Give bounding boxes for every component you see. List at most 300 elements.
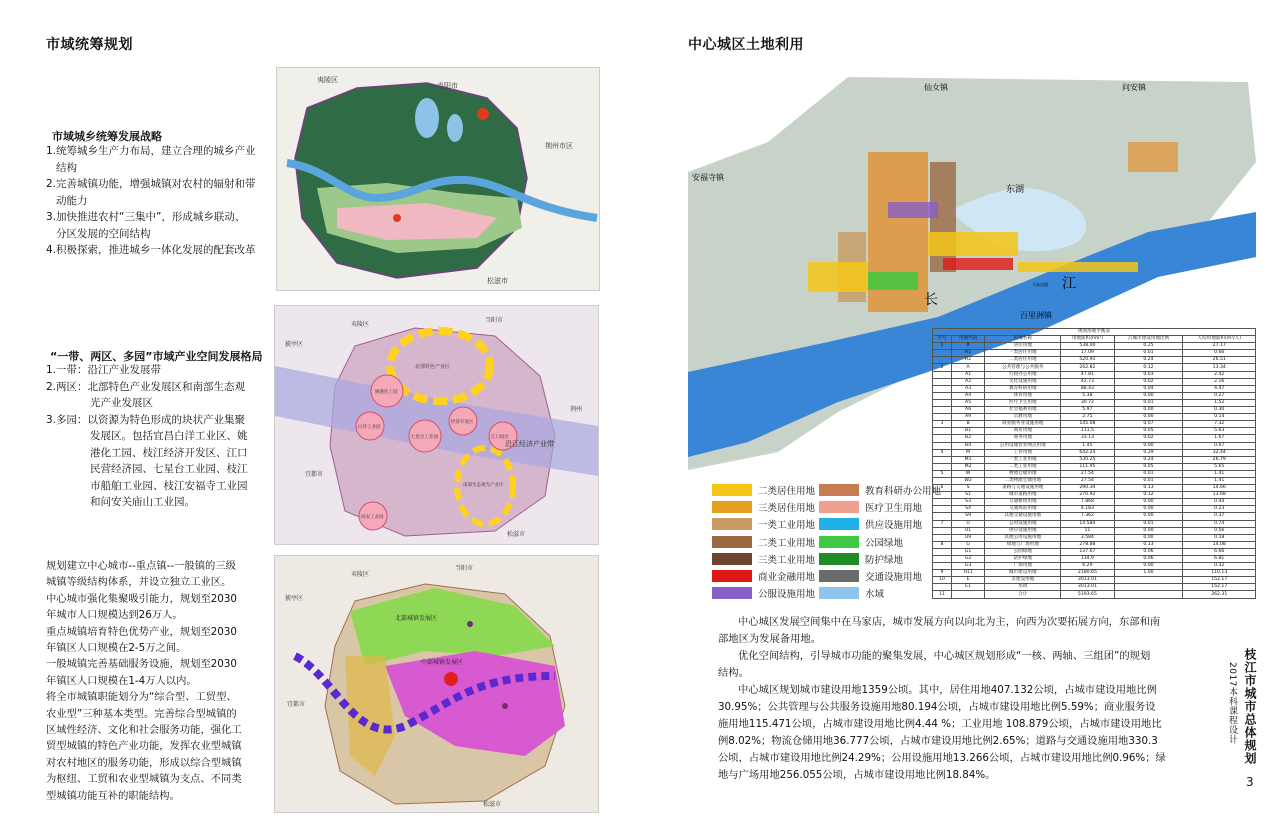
table-cell [933, 392, 952, 399]
legend-swatch [712, 501, 752, 513]
table-cell: 11 [933, 591, 952, 598]
table-cell: 26.79 [1183, 456, 1256, 463]
table-cell: U [951, 520, 984, 527]
industry-heading: “一带、两区、多园”市域产业空间发展格局 [50, 350, 263, 363]
table-row [933, 556, 1256, 563]
legend-label: 水域 [865, 589, 885, 601]
table-cell: 32.44 [1183, 449, 1256, 456]
table-row [933, 428, 1256, 435]
table-cell [951, 591, 984, 598]
table-cell: 30.72 [1061, 399, 1114, 406]
table-cell: 0.12 [1114, 364, 1183, 371]
legend-swatch [819, 484, 859, 496]
text-line: 例8.02%；物流仓储用地36.777公顷，占城市建设用地比例2.65%；道路与交通设施用地330.3 [718, 735, 1158, 747]
table-row [933, 392, 1256, 399]
table-cell: 1.67 [1183, 435, 1256, 442]
legend-swatch [712, 536, 752, 548]
table-header-cell: 序号 [933, 336, 952, 343]
text-line: 和问安关庙山工业园。 [90, 496, 195, 508]
map3-label: 北部城镇发展区 [395, 615, 438, 622]
text-line: 光产业发展区 [90, 397, 153, 409]
map3-label: 夷陵区 [351, 571, 370, 578]
table-row [933, 513, 1256, 520]
table-cell: 医疗卫生用地 [985, 399, 1061, 406]
legend-swatch [712, 570, 752, 582]
table-cell: 其他公用设施用地 [985, 534, 1061, 541]
table-cell: 0.02 [1114, 378, 1183, 385]
table-cell: 7.868 [1061, 499, 1114, 506]
table-cell: 公用设施用地 [985, 520, 1061, 527]
table-row [933, 399, 1256, 406]
side-project-title: 枝江市城市总体规划 [1243, 648, 1257, 765]
map-town-label: 安福寺镇 [692, 173, 724, 182]
table-cell: 14.66 [1183, 485, 1256, 492]
table-cell: 0.27 [1183, 392, 1256, 399]
table-cell: 6 [933, 485, 952, 492]
lake [447, 114, 463, 142]
table-cell: 33.13 [1061, 435, 1114, 442]
map-town-label: 仙女镇 [924, 83, 948, 92]
city-region-map-svg [277, 68, 599, 290]
text-line: 2.完善城镇功能，增强城镇对农村的辐射和带 [46, 178, 256, 190]
table-cell: 27.54 [1061, 477, 1114, 484]
text-line: 区域性经济、文化和社会服务功能，强化工 [46, 724, 242, 737]
text-line: 规划建立中心城市--重点镇--一般镇的三级 [46, 560, 236, 572]
table-cell: 0.24 [1114, 456, 1183, 463]
central-district-paragraph [718, 614, 1166, 784]
table-cell: 0.06 [1114, 556, 1183, 563]
table-cell: 0.01 [1114, 520, 1183, 527]
table-cell [933, 463, 952, 470]
legend-label: 三类工业用地 [758, 554, 816, 566]
table-cell: 0.00 [1114, 534, 1183, 541]
legend-label: 教育科研办公用地 [865, 486, 942, 497]
table-cell: 2 [933, 364, 952, 371]
table-cell: 0.06 [1114, 548, 1183, 555]
table-cell: 城市建设用地 [985, 570, 1061, 577]
left-page-title: 市域统筹规划 [46, 37, 133, 53]
table-cell [933, 534, 952, 541]
table-cell: 47.81 [1061, 371, 1114, 378]
text-line: 中心城区发展空间集中在马家店，城市发展方向以向北为主，向西为次要拓展方向，东部和南 [738, 616, 1161, 628]
table-cell: 1.00 [1114, 570, 1183, 577]
table-cell: 0.00 [1114, 513, 1183, 520]
table-cell: 体育用地 [985, 392, 1061, 399]
town-marker [467, 621, 473, 627]
table-cell: 交通枢纽用地 [985, 499, 1061, 506]
table-cell: 5.97 [1061, 407, 1114, 414]
table-cell [1114, 584, 1183, 591]
table-cell: 6.29 [1061, 563, 1114, 570]
table-cell: 0.30 [1183, 407, 1256, 414]
text-line: 农业型”三种基本类型。完善综合型城镇的 [46, 707, 237, 720]
text-line: 为枢纽、工贸和农业型城镇为支点、不同类 [46, 773, 242, 786]
table-row [933, 492, 1256, 499]
table-cell: 1.41 [1183, 477, 1256, 484]
table-cell [933, 435, 952, 442]
table-header-cell: 用地代码 [951, 336, 984, 343]
table-row [933, 477, 1256, 484]
table-cell: A4 [951, 392, 984, 399]
table-cell: G2 [951, 556, 984, 563]
map3-label: 当阳市 [455, 565, 474, 572]
map2-label: 松滋市 [507, 531, 526, 538]
table-cell: 0.12 [1114, 492, 1183, 499]
map3-label: 中部城镇发展区 [421, 659, 464, 666]
table-cell: M2 [951, 463, 984, 470]
table-cell: G3 [951, 563, 984, 570]
park-zone [868, 272, 918, 290]
table-row [933, 485, 1256, 492]
table-cell: S4 [951, 506, 984, 513]
text-line: 2.两区：北部特色产业发展区和南部生态观 [46, 380, 246, 393]
table-cell [933, 350, 952, 357]
table-cell: 13.68 [1183, 492, 1256, 499]
table-cell: 0.13 [1114, 485, 1183, 492]
table-row [933, 499, 1256, 506]
legend-label: 公服设施用地 [758, 589, 816, 601]
table-cell: 0.13 [1114, 541, 1183, 548]
map1-label: 夷陵区 [317, 76, 338, 84]
table-cell: 0.02 [1114, 435, 1183, 442]
table-cell: 0.25 [1114, 343, 1183, 350]
table-cell [933, 428, 952, 435]
map2-label: 沿江经济产业带 [505, 440, 554, 448]
table-cell: W [951, 470, 984, 477]
table-cell: 1.41 [1183, 470, 1256, 477]
text-line: 分区发展的空间结构 [56, 227, 151, 240]
text-line: 一般城镇完善基础服务设施，规划至2030 [46, 658, 237, 671]
table-cell: A3 [951, 385, 984, 392]
land-balance-table [932, 328, 1256, 599]
table-cell: 7.362 [1061, 513, 1114, 520]
table-cell: 538.00 [1061, 343, 1114, 350]
table-row [933, 371, 1256, 378]
public-zone [888, 202, 938, 218]
text-line: 30.95%；公共管理与公共服务设施用地80.194公顷，占城市建设用地比例5.59%；商业服务设 [718, 701, 1156, 713]
table-row [933, 435, 1256, 442]
map1-label: 荆州市区 [545, 142, 573, 150]
map-station-label: 马家店镇 [1032, 282, 1048, 287]
map2-label: 当阳市 [485, 317, 504, 324]
table-row [933, 385, 1256, 392]
table-title: 规划用地平衡表 [933, 329, 1256, 336]
table-cell: B2 [951, 435, 984, 442]
table-cell: 水域 [985, 584, 1061, 591]
table-cell [1114, 591, 1183, 598]
industry-layout-map [274, 305, 599, 545]
table-cell: 城市道路用地 [985, 492, 1061, 499]
table-cell [933, 442, 952, 449]
text-line: 公顷，占城市建设用地比例24.29%；公用设施用地13.266公顷，占城市建设用地比例0.96%；绿 [718, 752, 1166, 764]
table-cell: 2180.65 [1061, 570, 1114, 577]
table-cell [1114, 577, 1183, 584]
table-cell: 520.91 [1061, 357, 1114, 364]
table-cell: 0.44 [1183, 499, 1256, 506]
table-cell: 1.52 [1183, 399, 1256, 406]
table-cell: 公园绿地 [985, 548, 1061, 555]
table-cell: 宗教用地 [985, 414, 1061, 421]
table-cell: 13.34 [1183, 364, 1256, 371]
table-cell: 0.00 [1114, 407, 1183, 414]
table-row [933, 520, 1256, 527]
residential-zone [928, 232, 1018, 256]
table-cell: 居住用地 [985, 343, 1061, 350]
text-line: 发展区。包括宜昌白洋工业区、姚 [90, 430, 248, 442]
table-cell: 0.07 [1114, 421, 1183, 428]
table-cell: 88.43 [1061, 385, 1114, 392]
table-cell: 4 [933, 449, 952, 456]
table-cell: 社会福利用地 [985, 407, 1061, 414]
text-line: 型城镇功能互补的职能结构。 [46, 789, 180, 802]
table-cell: 642.24 [1061, 449, 1114, 456]
table-cell: 7.32 [1183, 421, 1256, 428]
text-line: 贸型城镇的特色产业功能，发挥农业型城镇 [46, 740, 242, 753]
map2-label: 问安工业园 [361, 515, 384, 520]
table-cell: 广场用地 [985, 563, 1061, 570]
table-row [933, 449, 1256, 456]
table-cell: 270.92 [1061, 492, 1114, 499]
city-marker [477, 108, 489, 120]
table-cell: 0.24 [1114, 357, 1183, 364]
table-cell: 8 [933, 541, 952, 548]
legend-swatch [819, 570, 859, 582]
legend-label: 供应设施用地 [865, 520, 923, 532]
text-line: 重点城镇培育特色优势产业，规划至2030 [46, 625, 237, 638]
table-cell [933, 385, 952, 392]
table-cell: 14.584 [1061, 520, 1114, 527]
table-cell: 工业用地 [985, 449, 1061, 456]
table-cell: 0.32 [1183, 563, 1256, 570]
table-cell: 0.00 [1114, 442, 1183, 449]
table-cell [933, 548, 952, 555]
table-cell [933, 556, 952, 563]
table-cell: 绿地与广场用地 [985, 541, 1061, 548]
map2-label: 荆州 [570, 406, 583, 413]
map-lake-label: 东湖 [1006, 185, 1025, 195]
table-row [933, 463, 1256, 470]
table-cell: 2.16 [1183, 378, 1256, 385]
table-header-cell: 占城市建设用地比例 [1114, 336, 1183, 343]
text-line: 中心城区规划城市建设用地1359公顷。其中，居住用地407.132公顷，占城市建设用地比例 [738, 684, 1157, 696]
residential-zone [1018, 262, 1138, 272]
table-cell: G [951, 541, 984, 548]
text-line: 3.加快推进农村“三集中”，形成城乡联动、 [46, 211, 246, 223]
table-cell: 5.65 [1183, 463, 1256, 470]
table-cell: 非建设用地 [985, 577, 1061, 584]
table-row [933, 563, 1256, 570]
table-cell: B4 [951, 442, 984, 449]
legend-swatch [712, 553, 752, 565]
legend-label: 交通设施用地 [865, 572, 923, 583]
table-cell: 0.37 [1183, 513, 1256, 520]
side-project-subtitle: 2017本科课程设计 [1227, 662, 1237, 744]
table-cell: 1 [933, 343, 952, 350]
table-cell: 0.07 [1183, 442, 1256, 449]
table-cell: 公共管理与公共服务 [985, 364, 1061, 371]
table-cell: A6 [951, 407, 984, 414]
table-cell: 一类工业用地 [985, 456, 1061, 463]
table-row [933, 407, 1256, 414]
map2-label: 白洋工业园 [358, 425, 381, 430]
table-cell: 17.09 [1061, 350, 1114, 357]
table-cell: A2 [951, 378, 984, 385]
residential-zone [808, 262, 868, 292]
table-cell: 0.01 [1114, 350, 1183, 357]
table-cell: 110.13 [1183, 570, 1256, 577]
table-cell [933, 414, 952, 421]
table-cell: 一类居住用地 [985, 350, 1061, 357]
text-line: 年镇区人口规模在1-4万人以内。 [46, 674, 197, 687]
table-cell: 二类工业用地 [985, 463, 1061, 470]
table-cell: E [951, 577, 984, 584]
industry-layout-map-svg [275, 306, 598, 544]
table-cell: 10 [933, 577, 952, 584]
text-line: 民营经济园、七星台工业园、枝江 [90, 463, 248, 475]
table-cell [933, 492, 952, 499]
table-cell: R2 [951, 357, 984, 364]
table-cell: 0.00 [1114, 563, 1183, 570]
text-line: 港化工园、枝江经济开发区、江口 [90, 446, 248, 459]
map2-label: 北部特色产业区 [415, 364, 451, 370]
table-cell: 二类居住用地 [985, 357, 1061, 364]
legend-swatch [819, 501, 859, 513]
table-cell: 9 [933, 570, 952, 577]
table-cell: 262.82 [1061, 364, 1114, 371]
table-cell: M1 [951, 456, 984, 463]
table-row [933, 343, 1256, 350]
table-cell [933, 527, 952, 534]
table-cell: 二类物流仓储用地 [985, 477, 1061, 484]
table-cell: 道路与交通设施用地 [985, 485, 1061, 492]
table-row [933, 527, 1256, 534]
table-cell: B1 [951, 428, 984, 435]
table-cell: 5193.65 [1061, 591, 1114, 598]
table-cell: 137.67 [1061, 548, 1114, 555]
table-cell: 3 [933, 421, 952, 428]
table-row [933, 350, 1256, 357]
central-city-marker [444, 672, 458, 686]
table-cell: 6.66 [1183, 548, 1256, 555]
table-cell: 0.18 [1183, 534, 1256, 541]
table-cell: 290.34 [1061, 485, 1114, 492]
town-system-text [46, 558, 242, 804]
table-cell: 11 [1061, 527, 1114, 534]
legend-swatch [819, 553, 859, 565]
table-cell: E1 [951, 584, 984, 591]
table-cell: 0.56 [1183, 527, 1256, 534]
table-cell: 26.51 [1183, 357, 1256, 364]
table-cell: 2.42 [1183, 371, 1256, 378]
text-line: 年镇区人口规模在2-5万之间。 [46, 642, 187, 655]
table-cell: 合计 [985, 591, 1061, 598]
table-row [933, 584, 1256, 591]
table-cell: 教育科研用地 [985, 385, 1061, 392]
text-line: 优化空间结构，引导城市功能的聚集发展，中心城区规划形成“一核、两轴、三组团”的规划 [738, 650, 1151, 662]
table-cell: 0.03 [1114, 371, 1183, 378]
table-row [933, 378, 1256, 385]
table-cell [933, 584, 952, 591]
table-row [933, 470, 1256, 477]
table-cell: 5 [933, 470, 952, 477]
strategy-text [46, 143, 256, 259]
table-cell: 0.00 [1114, 527, 1183, 534]
table-cell: 其他交通设施用地 [985, 513, 1061, 520]
legend-label: 二类工业用地 [758, 537, 816, 549]
text-line: 市船舶工业园、枝江安福寺工业园 [90, 479, 248, 492]
text-line: 地与广场用地256.055公顷，占城市建设用地比例18.84%。 [718, 769, 996, 781]
table-cell: A1 [951, 371, 984, 378]
table-cell: 111.95 [1061, 463, 1114, 470]
commercial-zone [943, 258, 1013, 270]
table-cell: 商业用地 [985, 428, 1061, 435]
table-cell: 0.01 [1114, 399, 1183, 406]
table-cell: 0.14 [1183, 414, 1256, 421]
text-line: 年城市人口规模达到26万人。 [46, 609, 183, 622]
table-cell: U9 [951, 534, 984, 541]
table-cell: 5.63 [1183, 428, 1256, 435]
text-line: 中心城市强化集聚吸引能力，规划至2030 [46, 592, 237, 605]
town-system-map-svg [275, 556, 598, 812]
table-cell: 145.08 [1061, 421, 1114, 428]
table-header-cell: 人均用地面积(m²/人) [1183, 336, 1256, 343]
table-cell: A5 [951, 399, 984, 406]
table-cell [933, 477, 952, 484]
table-cell: 7 [933, 520, 952, 527]
text-line: 施用地115.471公顷，占城市建设用地比例4.44 %；工业用地 108.879公顷，占城市建设用地比 [718, 718, 1162, 730]
table-cell: 152.17 [1183, 577, 1256, 584]
table-cell: 27.54 [1061, 470, 1114, 477]
table-cell: 3013.01 [1061, 584, 1114, 591]
table-cell: 商业服务业设施用地 [985, 421, 1061, 428]
table-row [933, 570, 1256, 577]
table-cell: 0.74 [1183, 520, 1256, 527]
table-cell [933, 456, 952, 463]
table-cell [933, 407, 952, 414]
map-town-label: 问安镇 [1122, 83, 1146, 92]
map-river-label: 江 [1062, 276, 1076, 292]
table-cell [933, 513, 952, 520]
table-cell: 0.00 [1114, 506, 1183, 513]
legend-swatch [819, 587, 859, 599]
legend-label: 医疗卫生用地 [865, 503, 923, 515]
text-line: 城镇等级结构体系，并设立独立工业区。 [46, 576, 232, 589]
table-cell: B [951, 421, 984, 428]
table-row [933, 577, 1256, 584]
table-cell: 0.00 [1114, 499, 1183, 506]
table-row [933, 541, 1256, 548]
table-cell: 3013.01 [1061, 577, 1114, 584]
residential-zone [1128, 142, 1178, 172]
map1-label: 松滋市 [487, 277, 508, 285]
map2-label: 南部生态观光产业区 [463, 483, 504, 488]
table-cell [933, 357, 952, 364]
table-cell: 0.01 [1114, 470, 1183, 477]
table-cell: 0.00 [1114, 414, 1183, 421]
table-cell: 14.08 [1183, 541, 1256, 548]
table-cell: 0.23 [1183, 506, 1256, 513]
table-cell [933, 399, 952, 406]
town-system-map [274, 555, 599, 813]
table-row [933, 548, 1256, 555]
table-row [933, 534, 1256, 541]
map2-label: 七星台工业园 [411, 435, 438, 440]
map2-label: 江口园区 [491, 435, 509, 440]
map2-label: 经济开发区 [451, 420, 474, 425]
table-cell: 0.66 [1183, 350, 1256, 357]
table-cell: 0.29 [1114, 449, 1183, 456]
table-row [933, 442, 1256, 449]
